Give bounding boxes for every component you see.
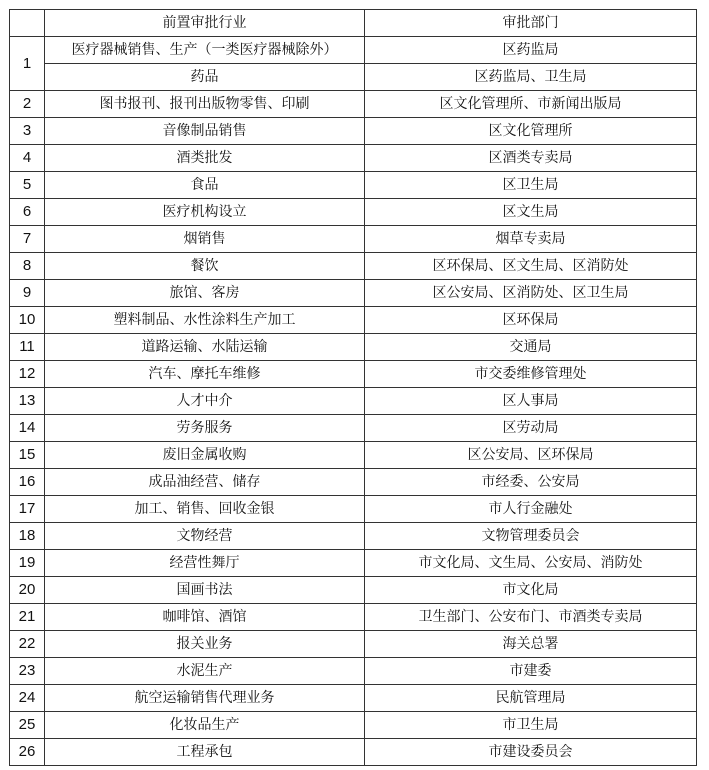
- row-department: 市卫生局: [365, 712, 697, 739]
- table-row: [10, 334, 697, 361]
- row-department: 区酒类专卖局: [365, 145, 697, 172]
- row-department: 市经委、公安局: [365, 469, 697, 496]
- table-row: [10, 739, 697, 766]
- header-industry: 前置审批行业: [45, 10, 365, 37]
- row-industry: 废旧金属收购: [45, 442, 365, 469]
- row-department: 交通局: [365, 334, 697, 361]
- row-number: 12: [10, 361, 45, 388]
- row-number: 18: [10, 523, 45, 550]
- table-row: [10, 604, 697, 631]
- row-industry: 医疗器械销售、生产（一类医疗器械除外）: [45, 37, 365, 64]
- row-number: 1: [10, 37, 45, 91]
- table-row: [10, 388, 697, 415]
- table-row: [10, 469, 697, 496]
- table-row: [10, 685, 697, 712]
- row-industry: 图书报刊、报刊出版物零售、印刷: [45, 91, 365, 118]
- row-industry: 文物经营: [45, 523, 365, 550]
- row-industry: 酒类批发: [45, 145, 365, 172]
- row-number: 16: [10, 469, 45, 496]
- row-department: 区公安局、区环保局: [365, 442, 697, 469]
- row-number: 24: [10, 685, 45, 712]
- row-industry: 食品: [45, 172, 365, 199]
- row-number: 2: [10, 91, 45, 118]
- table-row: [10, 712, 697, 739]
- row-number: 19: [10, 550, 45, 577]
- table-row: [10, 253, 697, 280]
- row-number: 5: [10, 172, 45, 199]
- table-row: [10, 415, 697, 442]
- table-row: [10, 577, 697, 604]
- row-industry: 航空运输销售代理业务: [45, 685, 365, 712]
- row-department: 市建设委员会: [365, 739, 697, 766]
- table-row: [10, 280, 697, 307]
- table-row: [10, 442, 697, 469]
- row-department: 区卫生局: [365, 172, 697, 199]
- row-industry: 烟销售: [45, 226, 365, 253]
- row-industry: 旅馆、客房: [45, 280, 365, 307]
- row-industry: 报关业务: [45, 631, 365, 658]
- row-number: 4: [10, 145, 45, 172]
- table-row: [10, 631, 697, 658]
- table-row: [10, 145, 697, 172]
- row-industry: 工程承包: [45, 739, 365, 766]
- row-number: 15: [10, 442, 45, 469]
- row-department: 市人行金融处: [365, 496, 697, 523]
- row-department: 区劳动局: [365, 415, 697, 442]
- row-number: 10: [10, 307, 45, 334]
- row-industry: 化妆品生产: [45, 712, 365, 739]
- table-row: [10, 658, 697, 685]
- row-department: 区文生局: [365, 199, 697, 226]
- row-number: 6: [10, 199, 45, 226]
- table-row: [10, 172, 697, 199]
- table-row: [10, 361, 697, 388]
- row-industry: 餐饮: [45, 253, 365, 280]
- row-department: 市建委: [365, 658, 697, 685]
- table-row: [10, 523, 697, 550]
- row-number: 26: [10, 739, 45, 766]
- row-number: 25: [10, 712, 45, 739]
- table-row: [10, 118, 697, 145]
- row-department: 区公安局、区消防处、区卫生局: [365, 280, 697, 307]
- approval-table-container: [9, 9, 697, 766]
- table-row: [10, 64, 697, 91]
- row-department: 区文化管理所: [365, 118, 697, 145]
- row-industry: 经营性舞厅: [45, 550, 365, 577]
- row-number: 3: [10, 118, 45, 145]
- row-department: 区人事局: [365, 388, 697, 415]
- row-department: 海关总署: [365, 631, 697, 658]
- row-number: 14: [10, 415, 45, 442]
- table-row: [10, 307, 697, 334]
- row-industry: 道路运输、水陆运输: [45, 334, 365, 361]
- row-department: 区药监局、卫生局: [365, 64, 697, 91]
- row-industry: 国画书法: [45, 577, 365, 604]
- row-industry: 汽车、摩托车维修: [45, 361, 365, 388]
- row-industry: 劳务服务: [45, 415, 365, 442]
- row-department: 民航管理局: [365, 685, 697, 712]
- row-department: 文物管理委员会: [365, 523, 697, 550]
- approval-table: [9, 9, 697, 766]
- row-number: 8: [10, 253, 45, 280]
- row-industry: 药品: [45, 64, 365, 91]
- table-row: [10, 226, 697, 253]
- row-industry: 水泥生产: [45, 658, 365, 685]
- row-department: 市文化局、文生局、公安局、消防处: [365, 550, 697, 577]
- row-number: 7: [10, 226, 45, 253]
- table-row: [10, 91, 697, 118]
- row-department: 区环保局、区文生局、区消防处: [365, 253, 697, 280]
- row-industry: 成品油经营、储存: [45, 469, 365, 496]
- row-number: 13: [10, 388, 45, 415]
- row-number: 17: [10, 496, 45, 523]
- row-department: 区文化管理所、市新闻出版局: [365, 91, 697, 118]
- row-department: 卫生部门、公安布门、市酒类专卖局: [365, 604, 697, 631]
- row-department: 区环保局: [365, 307, 697, 334]
- row-department: 市交委维修管理处: [365, 361, 697, 388]
- row-number: 21: [10, 604, 45, 631]
- row-number: 20: [10, 577, 45, 604]
- header-department: 审批部门: [365, 10, 697, 37]
- table-header-row: [10, 10, 697, 37]
- row-industry: 人才中介: [45, 388, 365, 415]
- row-number: 22: [10, 631, 45, 658]
- row-department: 市文化局: [365, 577, 697, 604]
- table-row: [10, 496, 697, 523]
- row-number: 23: [10, 658, 45, 685]
- table-row: [10, 550, 697, 577]
- row-department: 区药监局: [365, 37, 697, 64]
- row-industry: 医疗机构设立: [45, 199, 365, 226]
- table-row: [10, 37, 697, 64]
- row-department: 烟草专卖局: [365, 226, 697, 253]
- header-number: [10, 10, 45, 37]
- row-industry: 咖啡馆、酒馆: [45, 604, 365, 631]
- row-industry: 音像制品销售: [45, 118, 365, 145]
- table-row: [10, 199, 697, 226]
- row-industry: 塑料制品、水性涂料生产加工: [45, 307, 365, 334]
- row-number: 11: [10, 334, 45, 361]
- row-number: 9: [10, 280, 45, 307]
- row-industry: 加工、销售、回收金银: [45, 496, 365, 523]
